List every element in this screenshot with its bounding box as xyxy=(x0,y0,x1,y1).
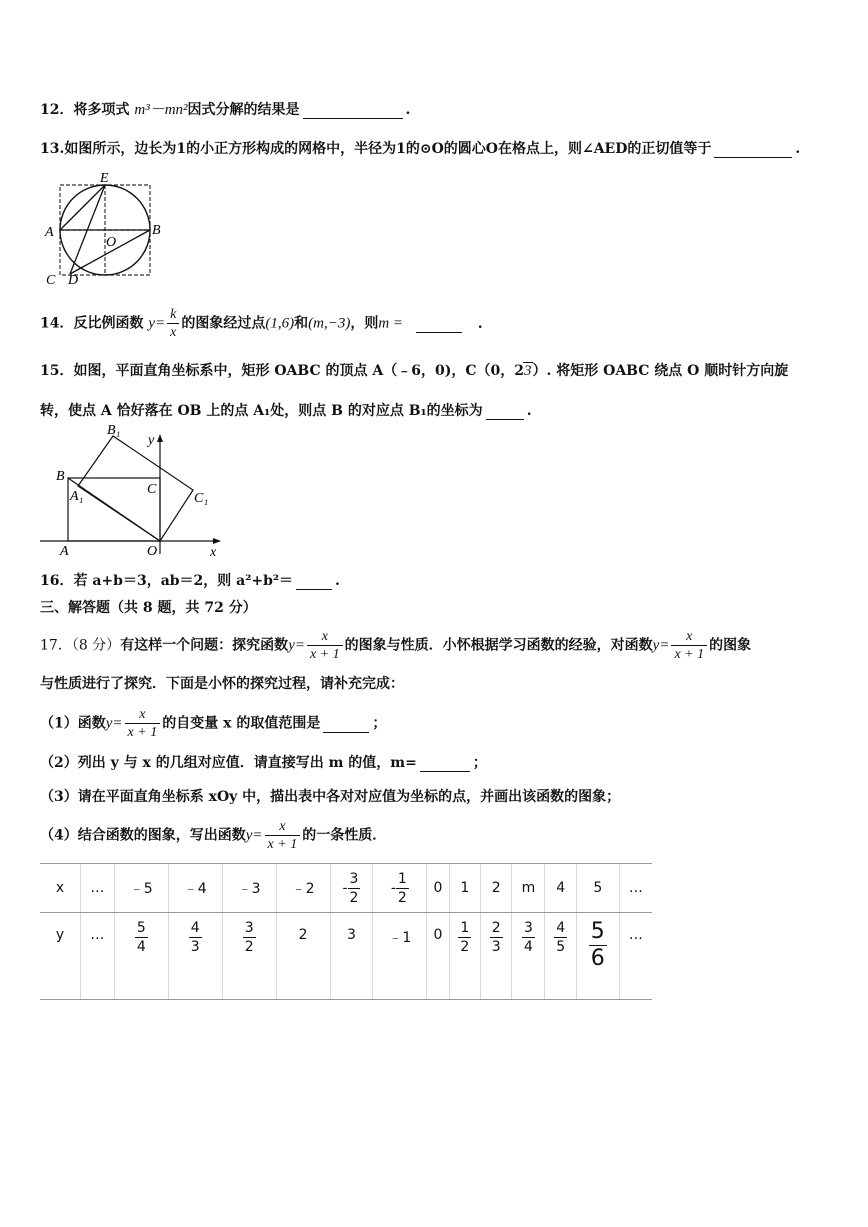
q13-figure xyxy=(40,168,165,288)
q12-expression: m³－mn² xyxy=(134,102,188,118)
label-b: B xyxy=(56,469,65,484)
q14-m: m = xyxy=(378,315,404,332)
q17-p4-y: y xyxy=(245,827,253,844)
q16-end: . xyxy=(335,573,340,589)
q12-end: . xyxy=(405,102,411,118)
table-cell: 0 xyxy=(427,864,449,913)
cell-fraction: $\frac{1}{2}$ xyxy=(460,920,470,955)
cell-fraction: $\frac{4}{3}$ xyxy=(190,920,200,955)
table-row-y xyxy=(40,913,652,1000)
q17-p1-den: x + 1 xyxy=(125,723,161,741)
label-b: B xyxy=(152,223,161,238)
value-table xyxy=(40,863,652,1000)
q15-figure xyxy=(38,420,228,560)
section-title: 三、解答题（共 8 题，共 72 分） xyxy=(40,600,257,616)
table-cell xyxy=(481,913,512,1000)
table-cell: 1 xyxy=(449,864,480,913)
q14-frac-den: x xyxy=(167,323,179,341)
question-12 xyxy=(40,98,410,119)
label-o: O xyxy=(147,544,158,559)
q17-p4-den: x + 1 xyxy=(265,835,301,853)
table-cell: 2 xyxy=(276,913,330,1000)
table-cell: … xyxy=(81,864,115,913)
question-15-line1 xyxy=(40,360,788,380)
cell-fraction: $\frac{5}{4}$ xyxy=(136,920,146,955)
table-cell: … xyxy=(619,864,652,913)
q17-l1b: 的图象与性质．小怀根据学习函数的经验，对函数 xyxy=(344,637,653,654)
question-16 xyxy=(40,570,340,590)
q14-point1: (1,6) xyxy=(265,315,295,332)
q17-f2-eq: = xyxy=(659,637,670,654)
table-x-label: x xyxy=(40,864,81,913)
table-cell: - $\frac{3}{2}$ xyxy=(330,864,373,913)
table-cell: ﹣4 xyxy=(168,864,222,913)
label-c1: C₁ xyxy=(194,491,209,506)
label-y-axis: y xyxy=(148,433,155,448)
q16-answer-blank[interactable] xyxy=(296,573,332,590)
q17-p1-fraction xyxy=(125,706,161,741)
table-row-x xyxy=(40,864,652,913)
q14-y: y xyxy=(148,315,156,332)
q17-p4-num: x xyxy=(279,819,286,834)
q15-line1-post: ）. 将矩形 OABC 绕点 O 顺时针方向旋 xyxy=(532,363,789,379)
q13-end: . xyxy=(795,141,801,157)
table-cell xyxy=(545,913,576,1000)
q17-part4 xyxy=(40,818,386,853)
q17-p4b: 的一条性质． xyxy=(302,827,387,844)
q17-l1a: 有这样一个问题：探究函数 xyxy=(120,637,289,654)
table-cell: ﹣3 xyxy=(222,864,276,913)
q15-line1-pre: 15．如图，平面直角坐标系中，矩形 OABC 的顶点 A（﹣6，0)，C（0，2 xyxy=(40,363,524,379)
q17-part2 xyxy=(40,752,487,772)
table-y-label: y xyxy=(40,913,81,1000)
q17-p1b: 的自变量 x 的取值范围是 xyxy=(162,715,321,732)
table-cell xyxy=(449,913,480,1000)
q17-p4a: （4）结合函数的图象，写出函数 xyxy=(40,827,246,844)
q14-answer-blank[interactable] xyxy=(416,316,462,333)
q17-p4-fraction xyxy=(265,818,301,853)
table-cell: - $\frac{1}{2}$ xyxy=(373,864,427,913)
label-e: E xyxy=(100,171,109,186)
question-13 xyxy=(40,138,800,158)
table-cell xyxy=(168,913,222,1000)
q17-p2-answer-blank[interactable] xyxy=(420,755,470,772)
table-cell: … xyxy=(619,913,652,1000)
cell-fraction: $\frac{2}{3}$ xyxy=(491,920,501,955)
table-cell: 4 xyxy=(545,864,576,913)
q17-p1-answer-blank[interactable] xyxy=(323,716,369,733)
table-cell xyxy=(512,913,545,1000)
q17-f2-y: y xyxy=(652,637,660,654)
q14-fraction xyxy=(167,306,179,341)
q15-sqrt: 3 xyxy=(524,363,532,379)
question-17-line2: 与性质进行了探究．下面是小怀的探究过程，请补充完成： xyxy=(40,676,404,692)
table-cell: 2 xyxy=(481,864,512,913)
q17-f1-fraction xyxy=(307,628,343,663)
label-a: A xyxy=(60,544,69,559)
table-cell: ﹣1 xyxy=(373,913,427,1000)
table-cell: m xyxy=(512,864,545,913)
table-cell: … xyxy=(81,913,115,1000)
label-d: D xyxy=(68,273,79,288)
q17-score: （8 分） xyxy=(71,637,121,654)
q17-f2-den: x + 1 xyxy=(671,645,707,663)
table-cell xyxy=(114,913,168,1000)
label-x-axis: x xyxy=(210,545,217,560)
q14-end: . xyxy=(477,315,483,332)
label-a: A xyxy=(45,225,54,240)
table-cell xyxy=(576,913,619,1000)
question-14 xyxy=(40,306,483,341)
label-c: C xyxy=(147,482,157,497)
q15-answer-blank[interactable] xyxy=(486,403,524,420)
q17-p4-eq: = xyxy=(252,827,263,844)
q17-p1-num: x xyxy=(139,707,146,722)
q14-mid1: 的图象经过点 xyxy=(181,315,266,332)
q17-p1-eq: = xyxy=(112,715,123,732)
q17-p1-y: y xyxy=(105,715,113,732)
q12-pre: 将多项式 xyxy=(73,102,130,118)
q14-pre: 反比例函数 xyxy=(73,315,144,332)
q17-f1-eq: = xyxy=(294,637,305,654)
q17-l1c: 的图象 xyxy=(709,637,752,654)
q14-frac-num: k xyxy=(170,307,177,322)
q14-mid2: ，则 xyxy=(350,315,379,332)
cell-fraction: $\frac{3}{4}$ xyxy=(524,920,533,955)
table-cell: 3 xyxy=(330,913,373,1000)
q15-line2: 转，使点 A 恰好落在 OB 上的点 A₁处，则点 B 的对应点 B₁的坐标为 xyxy=(40,403,483,419)
cell-fraction: $\frac{1}{2}$ xyxy=(397,870,407,906)
q17-f2-num: x xyxy=(686,629,693,644)
label-b1: B₁ xyxy=(107,423,121,438)
q17-f1-num: x xyxy=(321,629,328,644)
q12-answer-blank[interactable] xyxy=(303,102,403,119)
table-cell: ﹣5 xyxy=(114,864,168,913)
q17-f2-fraction xyxy=(671,628,707,663)
label-c: C xyxy=(46,273,56,288)
question-17-line1 xyxy=(40,628,751,663)
q17-p1c: ； xyxy=(372,715,387,732)
table-cell: ﹣2 xyxy=(276,864,330,913)
q17-part1 xyxy=(40,706,386,741)
q14-number: 14． xyxy=(40,315,74,332)
q17-number: 17． xyxy=(40,637,72,654)
q16-text: 16．若 a+b＝3，ab＝2，则 a²+b²＝ xyxy=(40,573,294,589)
cell-fraction: $\frac{4}{5}$ xyxy=(556,920,566,955)
question-15-line2 xyxy=(40,400,532,420)
q12-number: 12． xyxy=(40,102,74,118)
q17-p2c: ； xyxy=(472,755,487,771)
label-a1: A₁ xyxy=(70,489,84,504)
q14-and: 和 xyxy=(294,315,309,332)
q15-end: . xyxy=(526,403,532,419)
q17-p1a: （1）函数 xyxy=(40,715,106,732)
q13-text: 13.如图所示，边长为1的小正方形构成的网格中，半径为1的⊙O的圆心O在格点上，则∠AED的正切值等于 xyxy=(40,141,712,157)
q14-eq: = xyxy=(155,315,166,332)
cell-fraction: $\frac{3}{2}$ xyxy=(349,870,359,906)
q13-answer-blank[interactable] xyxy=(714,141,792,158)
q14-point2: (m,−3) xyxy=(308,315,351,332)
table-cell: 5 xyxy=(576,864,619,913)
table-cell xyxy=(222,913,276,1000)
label-o: O xyxy=(106,235,117,250)
q17-p2: （2）列出 y 与 x 的几组对应值．请直接写出 m 的值，m= xyxy=(40,755,417,771)
q17-f1-y: y xyxy=(288,637,295,654)
q12-post: 因式分解的结果是 xyxy=(187,102,300,118)
q17-f1-den: x + 1 xyxy=(307,645,343,663)
table-cell: 0 xyxy=(427,913,449,1000)
cell-fraction: $\frac{3}{2}$ xyxy=(244,920,254,955)
q17-part3: （3）请在平面直角坐标系 xOy 中，描出表中各对对应值为坐标的点，并画出该函数的图象； xyxy=(40,789,621,805)
cell-fraction: $\frac{5}{6}$ xyxy=(590,919,605,971)
